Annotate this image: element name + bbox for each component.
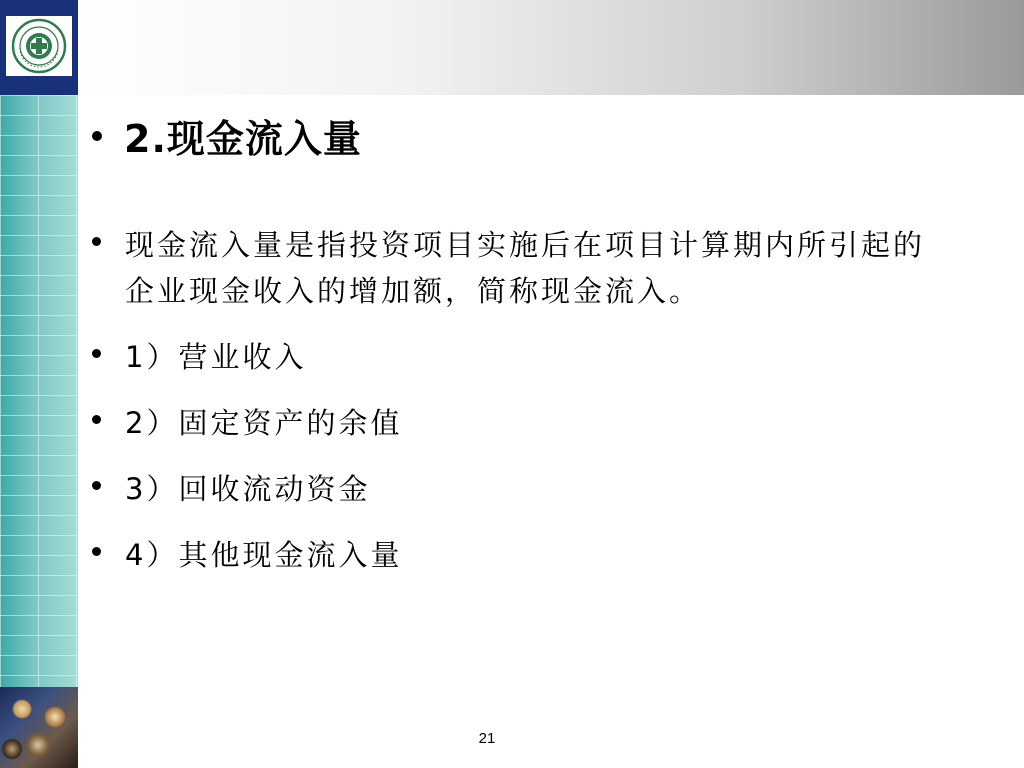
bullet-icon <box>92 349 101 358</box>
list-item-text: 3）回收流动资金 <box>125 472 371 506</box>
bullet-icon <box>92 547 101 556</box>
logo-panel <box>0 0 78 95</box>
list-item <box>92 466 972 512</box>
sidebar-grid-pattern <box>0 95 78 687</box>
list-item-text: 现金流入量是指投资项目实施后在项目计算期内所引起的企业现金收入的增加额，简称现金流入。 <box>125 228 926 308</box>
list-item <box>92 222 972 314</box>
list-item <box>92 334 972 380</box>
university-seal-icon <box>11 18 67 74</box>
list-item-text: 1）营业收入 <box>125 340 307 374</box>
page-number: 21 <box>478 730 496 747</box>
bullet-icon <box>92 415 101 424</box>
list-item-text: 4）其他现金流入量 <box>125 538 403 572</box>
university-logo <box>6 16 72 76</box>
sidebar-photo <box>0 687 78 768</box>
slide-title: 2.现金流入量 <box>124 117 362 161</box>
header-gradient-bar <box>78 0 1024 95</box>
list-item <box>92 400 972 446</box>
list-item <box>92 532 972 578</box>
bullet-icon <box>92 131 102 141</box>
list-item-text: 2）固定资产的余值 <box>125 406 403 440</box>
left-sidebar <box>0 0 78 768</box>
bullet-icon <box>92 481 101 490</box>
bullet-list <box>92 222 972 598</box>
bullet-icon <box>92 237 101 246</box>
slide-title-row <box>92 108 362 163</box>
